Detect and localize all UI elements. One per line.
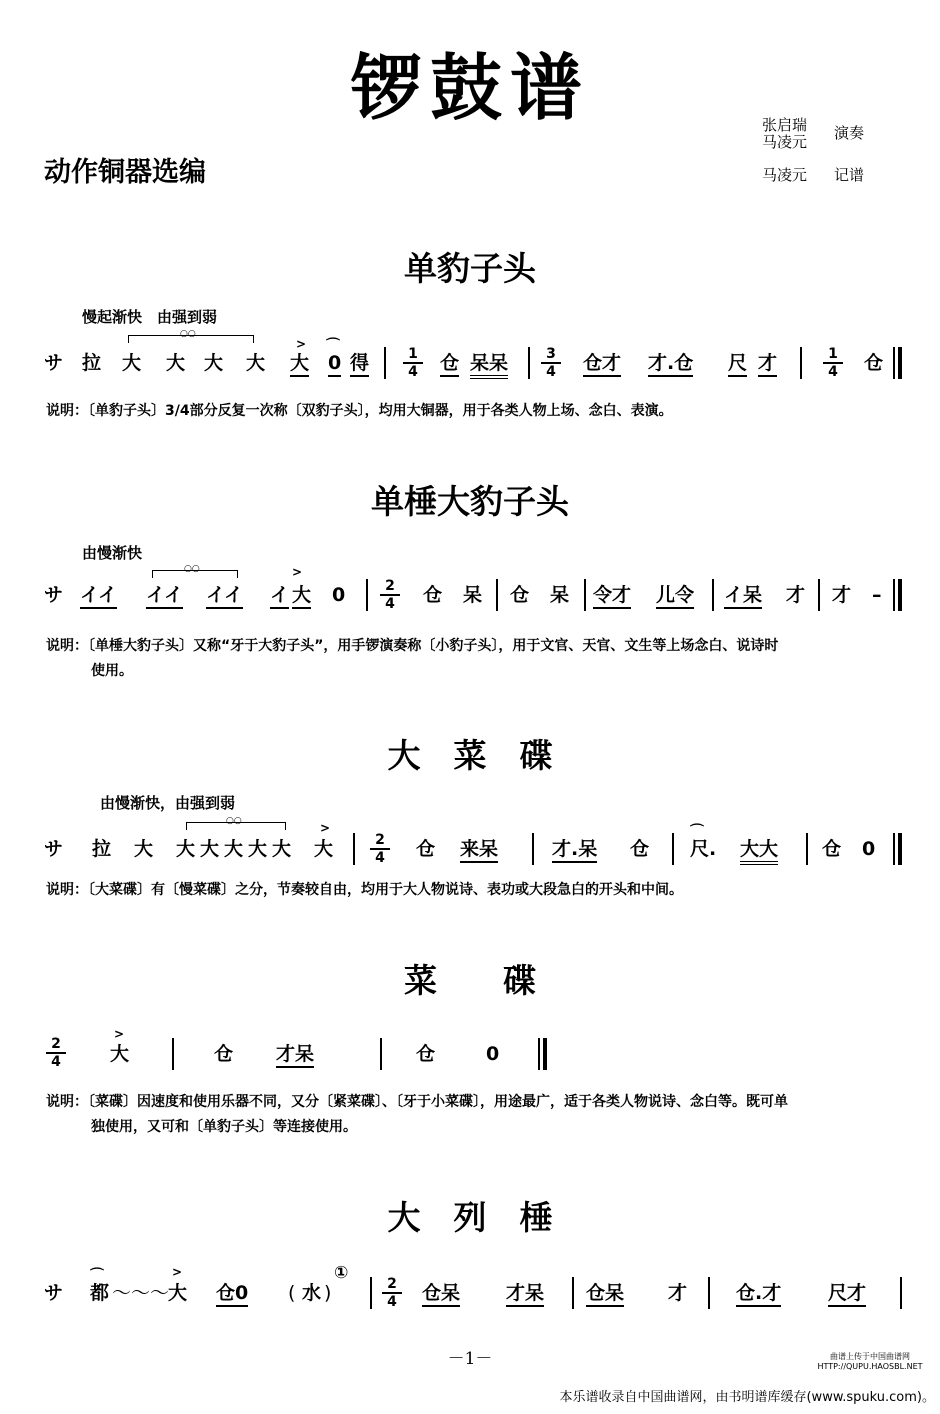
notation-syllable: 仓 [630,838,650,860]
notation-syllable: 大 [290,352,309,377]
notation-syllable: 大 [176,838,196,860]
section-note [46,399,916,424]
performer-name: 张启瑞 [762,116,808,134]
notation-syllable: 尺 [728,352,747,377]
notation-syllable: 令才 [593,584,631,609]
accent-mark: > [296,337,307,351]
notation-syllable: 呆呆 [470,352,508,379]
note-text-continued: 使用。 [91,663,133,679]
transcriber-role: 记谱 [834,166,865,184]
notation-syllable: 儿令 [656,584,694,609]
notation-syllable: 大 [200,838,220,860]
page-title: 锣鼓谱 [349,45,590,130]
note-label: 说明： [46,403,88,419]
notation-syllable: 才呆 [506,1282,544,1307]
source-notice: 本乐谱收录自中国曲谱网，由书明谱库缓存(www.spuku.com)。 [559,1390,935,1405]
notation-syllable: 仓 [864,352,884,374]
section-note [46,634,916,684]
notation-syllable: イイ [206,584,243,609]
time-signature: 3 4 [541,347,561,379]
note-text: 〔单豹子头〕3/4部分反复一次称〔双豹子头〕，均用大铜器，用于各类人物上场、念白、表演。 [88,403,673,419]
bar-line [572,1277,574,1309]
final-bar-thick [898,833,902,865]
time-signature: 2 4 [370,833,390,865]
free-meter-mark: サ [44,584,64,606]
section-title: 大 菜 碟 [387,736,553,775]
rings-mark: ○○ [226,816,242,826]
bar-line [380,1038,382,1070]
final-bar-thick [898,347,902,379]
bar-line [712,579,714,611]
notation-syllable: イ [270,584,289,609]
notation-syllable: 仓才 [583,352,621,377]
accent-mark: > [320,821,331,835]
time-signature: 2 4 [46,1037,66,1069]
performer-name: 马凌元 [762,133,808,151]
bar-line [672,833,674,865]
notation-syllable: 才.仓 [648,352,693,377]
notation-syllable: 来呆 [460,838,498,863]
section-title: 大 列 棰 [387,1198,553,1237]
note-text: 〔菜碟〕因速度和使用乐器不同，又分〔紧菜碟〕、〔牙于小菜碟〕，用途最广，适于各类人物说诗、念白等。既可单 [88,1094,788,1110]
notation-syllable: イイ [80,584,117,609]
notation-syllable: 才呆 [276,1043,314,1068]
notation-syllable: 得 [350,352,369,377]
bar-line [366,579,368,611]
rings-mark: ○○ [184,564,200,574]
notation-syllable: 尺才 [828,1282,866,1307]
note-label: 说明： [46,882,88,898]
notation-syllable: 仓 [416,838,436,860]
transcriber: 马凌元 [762,166,808,184]
accent-mark: > [292,565,303,579]
notation-syllable: 呆 [550,584,570,606]
performers [762,117,807,151]
notation-syllable: 仓0 [216,1282,248,1307]
notation-syllable: 仓 [822,838,842,860]
final-bar-thick [898,579,902,611]
bar-line [584,579,586,611]
final-bar-thin [893,833,895,865]
notation-syllable: 才 [832,584,852,606]
bar-line [384,347,386,379]
fermata-mark: ⌒ [90,1268,104,1284]
paren-close: ) [324,1282,332,1304]
notation-syllable: 仓呆 [422,1282,460,1307]
notation-syllable: 大 [314,838,334,860]
notation-syllable: 仓 [510,584,530,606]
notation-syllable: 才 [786,584,806,606]
tempo-marking: 慢起渐快 由强到弱 [82,308,218,326]
notation-syllable: 大 [110,1043,130,1065]
tempo-marking: 由慢渐快 [82,544,143,562]
notation-syllable: 都 [90,1282,110,1304]
tempo-marking: 由慢渐快，由强到弱 [100,794,236,812]
final-bar-thin [893,579,895,611]
notation-syllable: 尺. [690,838,717,860]
bar-line [818,579,820,611]
bar-line [496,579,498,611]
notation-rest: 0 [328,352,341,377]
bar-line [800,347,802,379]
notation-rest: 0 [862,838,876,860]
page-number: －1－ [447,1349,493,1369]
notation-syllable: 大 [248,838,268,860]
notation-syllable: 才 [758,352,777,377]
free-meter-mark: サ [44,838,64,860]
section-title: 菜 碟 [404,961,536,1000]
notation-syllable: 仓 [214,1043,234,1065]
notation-hold: – [872,584,882,606]
time-signature: 1 4 [403,347,423,379]
notation-syllable: 拉 [92,838,112,860]
time-signature: 2 4 [382,1277,402,1309]
notation-syllable: 仓.才 [736,1282,781,1307]
notation-syllable: 才.呆 [552,838,597,863]
page-subtitle: 动作铜器选编 [44,157,206,188]
bar-line [708,1277,710,1309]
free-meter-mark: サ [44,352,64,374]
final-bar-thin [893,347,895,379]
accent-mark: > [114,1027,125,1041]
final-bar-thick [543,1038,547,1070]
note-text: 〔单棰大豹子头〕又称“牙于大豹子头”，用手锣演奏称〔小豹子头〕，用于文官、天官、文生等上场念白、说诗时 [88,638,779,654]
notation-syllable: 拉 [82,352,102,374]
bar-line [172,1038,174,1070]
notation-syllable: 仓 [423,584,443,606]
bar-line [528,347,530,379]
notation-syllable: 大 [122,352,142,374]
bar-line [370,1277,372,1309]
time-signature: 2 4 [380,579,400,611]
notation-syllable: 大 [134,838,154,860]
note-label: 说明： [46,1094,88,1110]
performers-role: 演奏 [834,124,865,142]
time-signature: 1 4 [823,347,843,379]
section-note [46,1090,916,1140]
notation-syllable: 仓 [440,352,459,377]
free-meter-mark: サ [44,1282,64,1304]
notation-rest: 0 [486,1043,500,1065]
notation-syllable: 大 [292,584,311,609]
notation-syllable: 呆 [463,584,483,606]
notation-syllable: 仓呆 [586,1282,624,1307]
bar-line [806,833,808,865]
bar-line [532,833,534,865]
footnote-marker: ① [334,1263,349,1283]
notation-syllable: 大 [166,352,186,374]
upload-stamp: 曲谱上传于中国曲谱网 HTTP://QUPU.HAOSBL.NET [817,1352,923,1371]
paren-open: ( [288,1282,296,1304]
section-title: 单豹子头 [404,249,536,288]
notation-syllable: 大 [246,352,266,374]
note-text-continued: 独使用，又可和〔单豹子头〕等连接使用。 [91,1119,357,1135]
notation-syllable: 仓 [416,1043,436,1065]
section-title: 单棰大豹子头 [371,482,569,521]
bar-line [353,833,355,865]
note-label: 说明： [46,638,88,654]
notation-syllable: イ呆 [724,584,762,609]
notation-syllable: 大 [204,352,224,374]
fermata-mark: ⌒ [690,824,704,840]
section-note [46,878,916,903]
notation-syllable: 大 [168,1282,188,1304]
notation-syllable: 大 [272,838,292,860]
notation-syllable: 大大 [740,838,778,865]
notation-syllable: 才 [668,1282,688,1304]
fermata-mark: ⌒ [326,338,340,354]
notation-syllable: イイ [146,584,183,609]
notation-trill: ～～～ [112,1282,170,1304]
notation-syllable: 水 [302,1282,322,1304]
bar-line [900,1277,902,1309]
notation-rest: 0 [332,584,346,606]
final-bar-thin [538,1038,540,1070]
notation-syllable: 大 [224,838,244,860]
note-text: 〔大菜碟〕有〔慢菜碟〕之分，节奏较自由，均用于大人物说诗、表功或大段急白的开头和中间。 [88,882,683,898]
rings-mark: ○○ [180,329,196,339]
accent-mark: > [172,1265,183,1279]
